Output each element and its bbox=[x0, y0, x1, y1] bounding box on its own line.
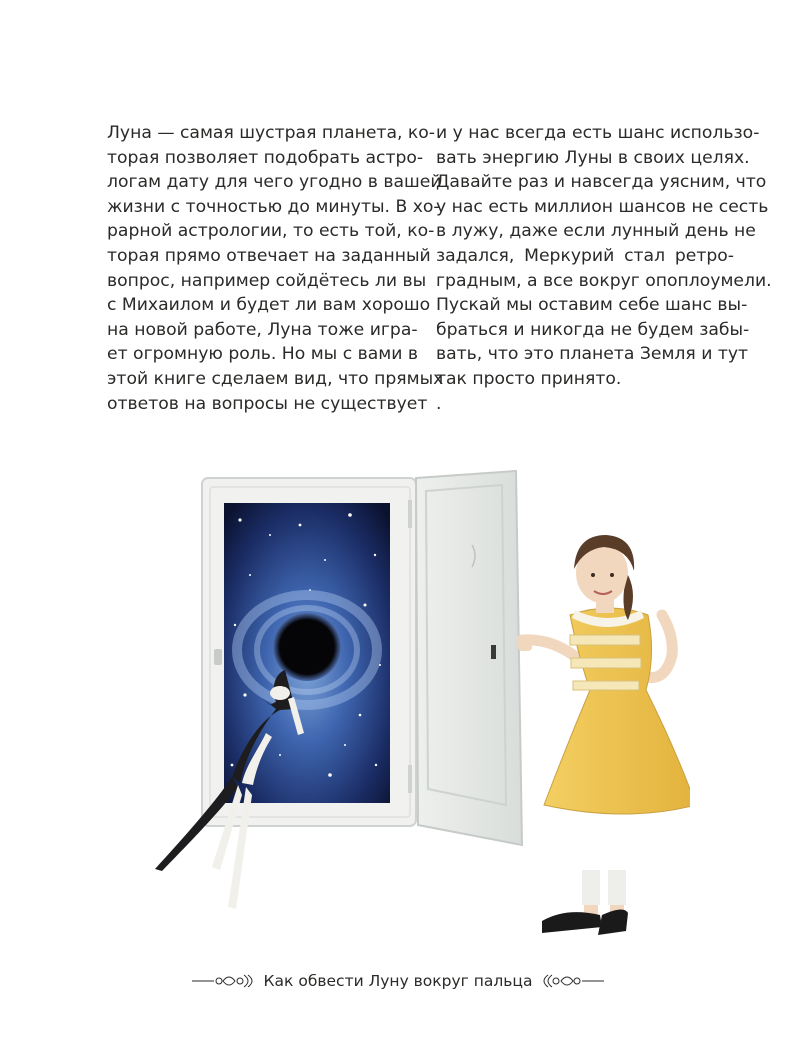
text-line: у нас есть миллион шансов не сесть bbox=[436, 196, 769, 217]
ornament-left-icon bbox=[192, 971, 258, 991]
text-column-left bbox=[107, 121, 444, 416]
text-line: вать энергию Луны в своих целях. bbox=[436, 147, 750, 168]
text-line: логам дату для чего угодно в вашей bbox=[107, 172, 442, 193]
ornament-right-icon bbox=[538, 971, 604, 991]
text-line: . bbox=[436, 393, 442, 414]
space-window bbox=[224, 503, 390, 803]
text-line: ответов на вопросы не существует bbox=[107, 393, 428, 414]
text-line: в лужу, даже если лунный день не bbox=[436, 221, 756, 242]
girl bbox=[518, 535, 690, 935]
text-line: Давайте раз и навсегда уясним, что bbox=[436, 172, 767, 193]
text-line: Луна — самая шустрая планета, ко- bbox=[107, 123, 436, 143]
collage-illustration bbox=[150, 465, 690, 945]
text-line: жизни с точностью до минуты. В хо- bbox=[107, 196, 440, 217]
text-line: ет огромную роль. Но мы с вами в bbox=[107, 344, 419, 365]
text-line: рарной астрологии, то есть той, ко- bbox=[107, 221, 435, 242]
running-title: Как обвести Луну вокруг пальца bbox=[263, 972, 533, 990]
text-line: и у нас всегда есть шанс использо- bbox=[436, 123, 760, 143]
text-line: так просто принято. bbox=[436, 368, 622, 389]
page-footer bbox=[0, 966, 796, 996]
text-line: на новой работе, Луна тоже игра- bbox=[107, 319, 418, 340]
text-line: этой книге сделаем вид, что прямых bbox=[107, 368, 444, 389]
text-line: вопрос, например сойдётесь ли вы bbox=[107, 270, 427, 291]
text-line: браться и никогда не будем забы- bbox=[436, 319, 750, 340]
text-line: с Михаилом и будет ли вам хорошо bbox=[107, 295, 431, 316]
text-line: задался, Меркурий стал ретро- bbox=[436, 245, 734, 266]
refrigerator-door bbox=[416, 471, 522, 845]
text-line: градным, а все вокруг опоплоумели. bbox=[436, 270, 772, 291]
text-line: вать, что это планета Земля и тут bbox=[436, 344, 749, 365]
text-line: торая прямо отвечает на заданный bbox=[107, 245, 431, 266]
text-line: торая позволяет подобрать астро- bbox=[107, 147, 424, 168]
text-line: Пускай мы оставим себе шанс вы- bbox=[436, 295, 748, 316]
text-column-right bbox=[436, 121, 772, 416]
